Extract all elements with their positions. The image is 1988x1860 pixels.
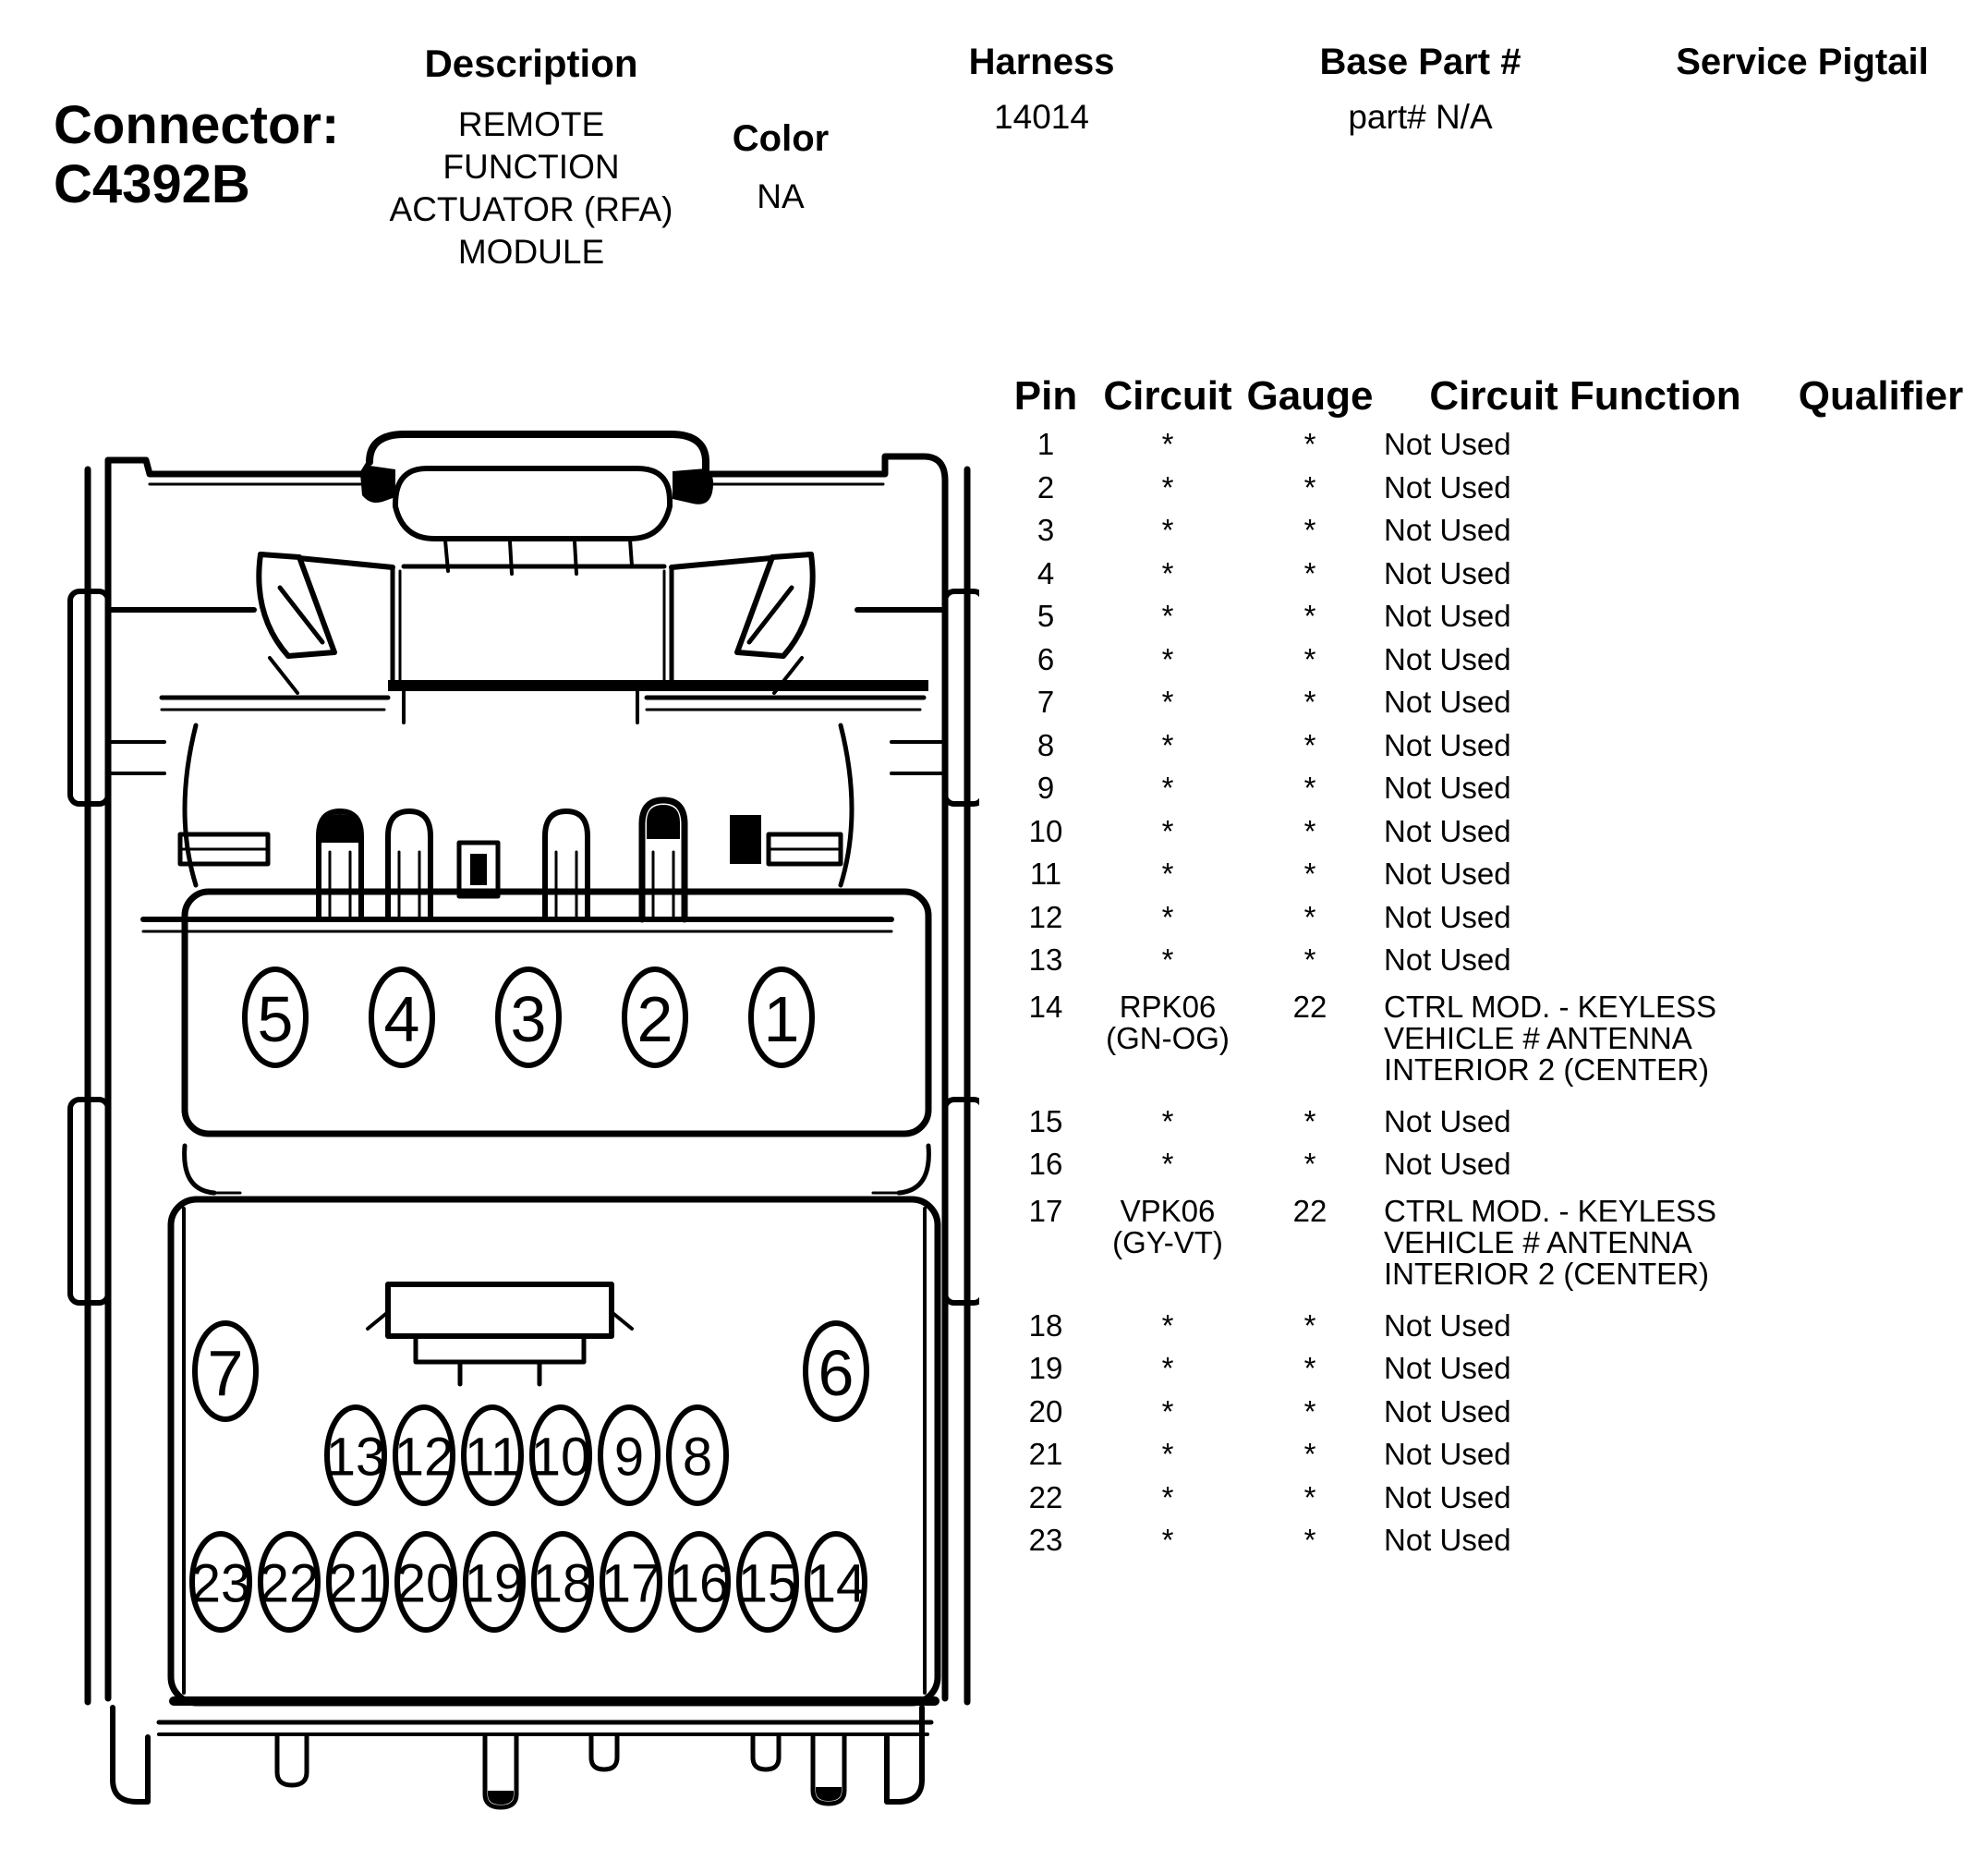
pin-number: 1 [763, 983, 800, 1055]
cell-gauge: * [1303, 469, 1316, 505]
table-row [998, 982, 1979, 1100]
cell-circuit: RPK06 (GN-OG) [1106, 989, 1230, 1055]
pin-number: 22 [259, 1553, 320, 1614]
cell-function: Not Used [1384, 469, 1511, 505]
cell-gauge: * [1303, 685, 1316, 719]
cell-function: Not Used [1384, 1147, 1511, 1181]
cell-qualifier [1792, 991, 1970, 1100]
pin-number: 11 [464, 1427, 521, 1488]
cell-pin: 8 [1036, 727, 1055, 762]
table-row [998, 595, 1979, 638]
cell-circuit: * [1161, 727, 1174, 762]
connector-diagram [55, 416, 979, 1830]
pin-number: 17 [600, 1553, 661, 1614]
cell-gauge: 22 [1292, 1193, 1327, 1228]
cell-gauge: * [1303, 899, 1316, 934]
pin-number: 6 [818, 1337, 855, 1409]
cell-pin: 13 [1028, 942, 1063, 977]
table-row [998, 1391, 1979, 1434]
cell-circuit: VPK06 (GY-VT) [1112, 1193, 1223, 1259]
cell-circuit: * [1161, 771, 1174, 805]
cell-pin: 7 [1036, 685, 1055, 719]
cell-pin: 23 [1028, 1523, 1063, 1557]
cell-gauge: * [1303, 1307, 1316, 1343]
cell-qualifier [1792, 1143, 1970, 1186]
cell-pin: 22 [1028, 1479, 1063, 1514]
cell-gauge: * [1303, 1393, 1316, 1428]
base-part-label: Base Part # [1319, 42, 1521, 82]
cell-pin: 2 [1036, 469, 1055, 505]
col-header-pin: Pin [1013, 373, 1078, 419]
cell-qualifier [1792, 853, 1970, 896]
cell-gauge: * [1303, 427, 1316, 461]
cell-function: Not Used [1384, 1523, 1511, 1557]
col-header-qualifier: Qualifier [1798, 373, 1964, 419]
cell-gauge: * [1303, 599, 1316, 633]
cell-circuit: * [1161, 513, 1174, 547]
cell-function: Not Used [1384, 1103, 1511, 1138]
cell-gauge: * [1303, 1147, 1316, 1181]
pin-table-body [998, 423, 1979, 1562]
cell-gauge: * [1303, 641, 1316, 676]
cell-qualifier [1792, 638, 1970, 682]
connector-title [54, 96, 339, 214]
table-row [998, 853, 1979, 896]
cell-function: Not Used [1384, 1437, 1511, 1471]
table-row [998, 939, 1979, 982]
cell-circuit: * [1161, 1479, 1174, 1514]
cell-function: Not Used [1384, 942, 1511, 977]
cell-pin: 1 [1036, 427, 1055, 461]
cell-qualifier [1792, 553, 1970, 596]
cell-circuit: * [1161, 1393, 1174, 1428]
base-part-value: part# N/A [1348, 98, 1493, 136]
cell-circuit: * [1161, 1523, 1174, 1557]
cell-qualifier [1792, 939, 1970, 982]
cell-circuit: * [1161, 1103, 1174, 1138]
table-row [998, 509, 1979, 553]
cell-circuit: * [1161, 555, 1174, 590]
pin-number: 18 [532, 1553, 593, 1614]
cell-pin: 3 [1036, 513, 1055, 547]
pin-number: 13 [325, 1427, 386, 1488]
description-line: MODULE [457, 233, 605, 271]
table-row [998, 810, 1979, 854]
cell-qualifier [1792, 896, 1970, 940]
table-row [998, 1519, 1979, 1562]
table-row [998, 553, 1979, 596]
description-line: REMOTE [457, 105, 605, 143]
cell-qualifier [1792, 1391, 1970, 1434]
table-row [998, 681, 1979, 724]
cell-circuit: * [1161, 899, 1174, 934]
cell-gauge: * [1303, 857, 1316, 891]
table-row [998, 1100, 1979, 1144]
col-header-gauge: Gauge [1246, 373, 1374, 419]
cell-pin: 5 [1036, 599, 1055, 633]
cell-pin: 16 [1028, 1147, 1063, 1181]
pin-table-header [998, 370, 1979, 423]
cell-circuit: * [1161, 857, 1174, 891]
description-line: FUNCTION [442, 148, 620, 186]
pin-circles [191, 969, 867, 1630]
cell-gauge: * [1303, 1479, 1316, 1514]
description-value [370, 103, 693, 274]
cell-circuit: * [1161, 469, 1174, 505]
cell-qualifier [1792, 1305, 1970, 1348]
cell-function: Not Used [1384, 857, 1511, 891]
cell-gauge: * [1303, 1351, 1316, 1385]
pin-number: 10 [530, 1427, 591, 1488]
cell-function: Not Used [1384, 813, 1511, 848]
table-row [998, 896, 1979, 940]
table-row [998, 1347, 1979, 1391]
color-value: NA [757, 177, 805, 215]
pin-number: 21 [327, 1553, 388, 1614]
cell-function: Not Used [1384, 685, 1511, 719]
cell-qualifier [1792, 1477, 1970, 1520]
cell-function: Not Used [1384, 727, 1511, 762]
cell-pin: 6 [1036, 641, 1055, 676]
pin-number: 5 [257, 983, 294, 1055]
pin-number: 23 [190, 1553, 251, 1614]
cell-pin: 21 [1028, 1437, 1063, 1471]
cell-function: Not Used [1384, 1479, 1511, 1514]
cell-circuit: * [1161, 1147, 1174, 1181]
pin-number: 14 [806, 1553, 867, 1614]
cell-qualifier [1792, 724, 1970, 768]
cell-gauge: * [1303, 1103, 1316, 1138]
pin-number: 16 [669, 1553, 730, 1614]
pin-number: 12 [394, 1427, 455, 1488]
color-label: Color [732, 118, 830, 159]
cell-pin: 11 [1029, 857, 1062, 891]
col-header-circuit: Circuit [1103, 373, 1232, 419]
cell-qualifier [1792, 1433, 1970, 1477]
cell-qualifier [1792, 681, 1970, 724]
description-line: ACTUATOR (RFA) [389, 190, 673, 228]
cell-qualifier [1792, 423, 1970, 467]
table-row [998, 638, 1979, 682]
cell-gauge: * [1303, 513, 1316, 547]
table-row [998, 1477, 1979, 1520]
cell-function: Not Used [1384, 513, 1511, 547]
cell-qualifier [1792, 595, 1970, 638]
cell-gauge: * [1303, 1523, 1316, 1557]
cell-pin: 20 [1028, 1393, 1063, 1428]
cell-function: Not Used [1384, 1393, 1511, 1428]
cell-pin: 12 [1028, 899, 1063, 934]
pin-number: 4 [383, 983, 420, 1055]
cell-gauge: * [1303, 1437, 1316, 1471]
pin-number: 8 [682, 1427, 713, 1488]
cell-circuit: * [1161, 641, 1174, 676]
pin-number: 3 [510, 983, 547, 1055]
cell-function: Not Used [1384, 599, 1511, 633]
table-row [998, 767, 1979, 810]
cell-circuit: * [1161, 427, 1174, 461]
cell-qualifier [1792, 810, 1970, 854]
cell-circuit: * [1161, 1351, 1174, 1385]
cell-function: Not Used [1384, 771, 1511, 805]
connector-id: C4392B [54, 154, 250, 214]
table-row [998, 1433, 1979, 1477]
cell-function: Not Used [1384, 1351, 1511, 1385]
cell-pin: 15 [1028, 1103, 1063, 1138]
cell-circuit: * [1161, 599, 1174, 633]
cell-gauge: * [1303, 813, 1316, 848]
cell-gauge: 22 [1292, 989, 1327, 1024]
table-row [998, 467, 1979, 510]
cell-qualifier [1792, 767, 1970, 810]
table-row [998, 1143, 1979, 1186]
pin-number: 19 [464, 1553, 525, 1614]
cell-qualifier [1792, 1100, 1970, 1144]
cell-function: Not Used [1384, 641, 1511, 676]
cell-qualifier [1792, 467, 1970, 510]
cell-qualifier [1792, 509, 1970, 553]
cell-gauge: * [1303, 727, 1316, 762]
pin-number: 2 [636, 983, 673, 1055]
description-label: Description [424, 42, 638, 85]
cell-pin: 17 [1028, 1193, 1063, 1228]
cell-function: Not Used [1384, 899, 1511, 934]
harness-label: Harness [968, 42, 1115, 82]
service-pigtail-label: Service Pigtail [1676, 42, 1929, 82]
pin-number: 9 [613, 1427, 645, 1488]
cell-gauge: * [1303, 771, 1316, 805]
cell-qualifier [1792, 1196, 1970, 1305]
pin-table [998, 370, 1979, 1562]
table-row [998, 1186, 1979, 1305]
cell-pin: 10 [1028, 813, 1063, 848]
cell-function: Not Used [1384, 427, 1511, 461]
cell-function: Not Used [1384, 1307, 1511, 1343]
harness-value: 14014 [994, 98, 1089, 136]
cell-gauge: * [1303, 555, 1316, 590]
cell-function: CTRL MOD. - KEYLESS VEHICLE # ANTENNA INTERIOR 2 (CENTER) [1384, 1193, 1717, 1291]
cell-circuit: * [1161, 1437, 1174, 1471]
cell-function: CTRL MOD. - KEYLESS VEHICLE # ANTENNA INTERIOR 2 (CENTER) [1384, 989, 1717, 1087]
cell-qualifier [1792, 1519, 1970, 1562]
cell-circuit: * [1161, 685, 1174, 719]
cell-gauge: * [1303, 942, 1316, 977]
cell-circuit: * [1161, 813, 1174, 848]
col-header-circuit-function: Circuit Function [1429, 373, 1741, 419]
cell-circuit: * [1161, 942, 1174, 977]
table-row [998, 423, 1979, 467]
cell-pin: 18 [1028, 1307, 1063, 1343]
pin-number: 15 [737, 1553, 798, 1614]
cell-qualifier [1792, 1347, 1970, 1391]
cell-pin: 4 [1036, 555, 1055, 590]
pin-number: 7 [207, 1337, 244, 1409]
table-row [998, 724, 1979, 768]
connector-label: Connector: [54, 95, 340, 155]
cell-function: Not Used [1384, 555, 1511, 590]
cell-circuit: * [1161, 1307, 1174, 1343]
cell-pin: 9 [1036, 771, 1055, 805]
cell-pin: 19 [1028, 1351, 1063, 1385]
pin-number: 20 [395, 1553, 456, 1614]
cell-pin: 14 [1028, 989, 1063, 1024]
table-row [998, 1305, 1979, 1348]
